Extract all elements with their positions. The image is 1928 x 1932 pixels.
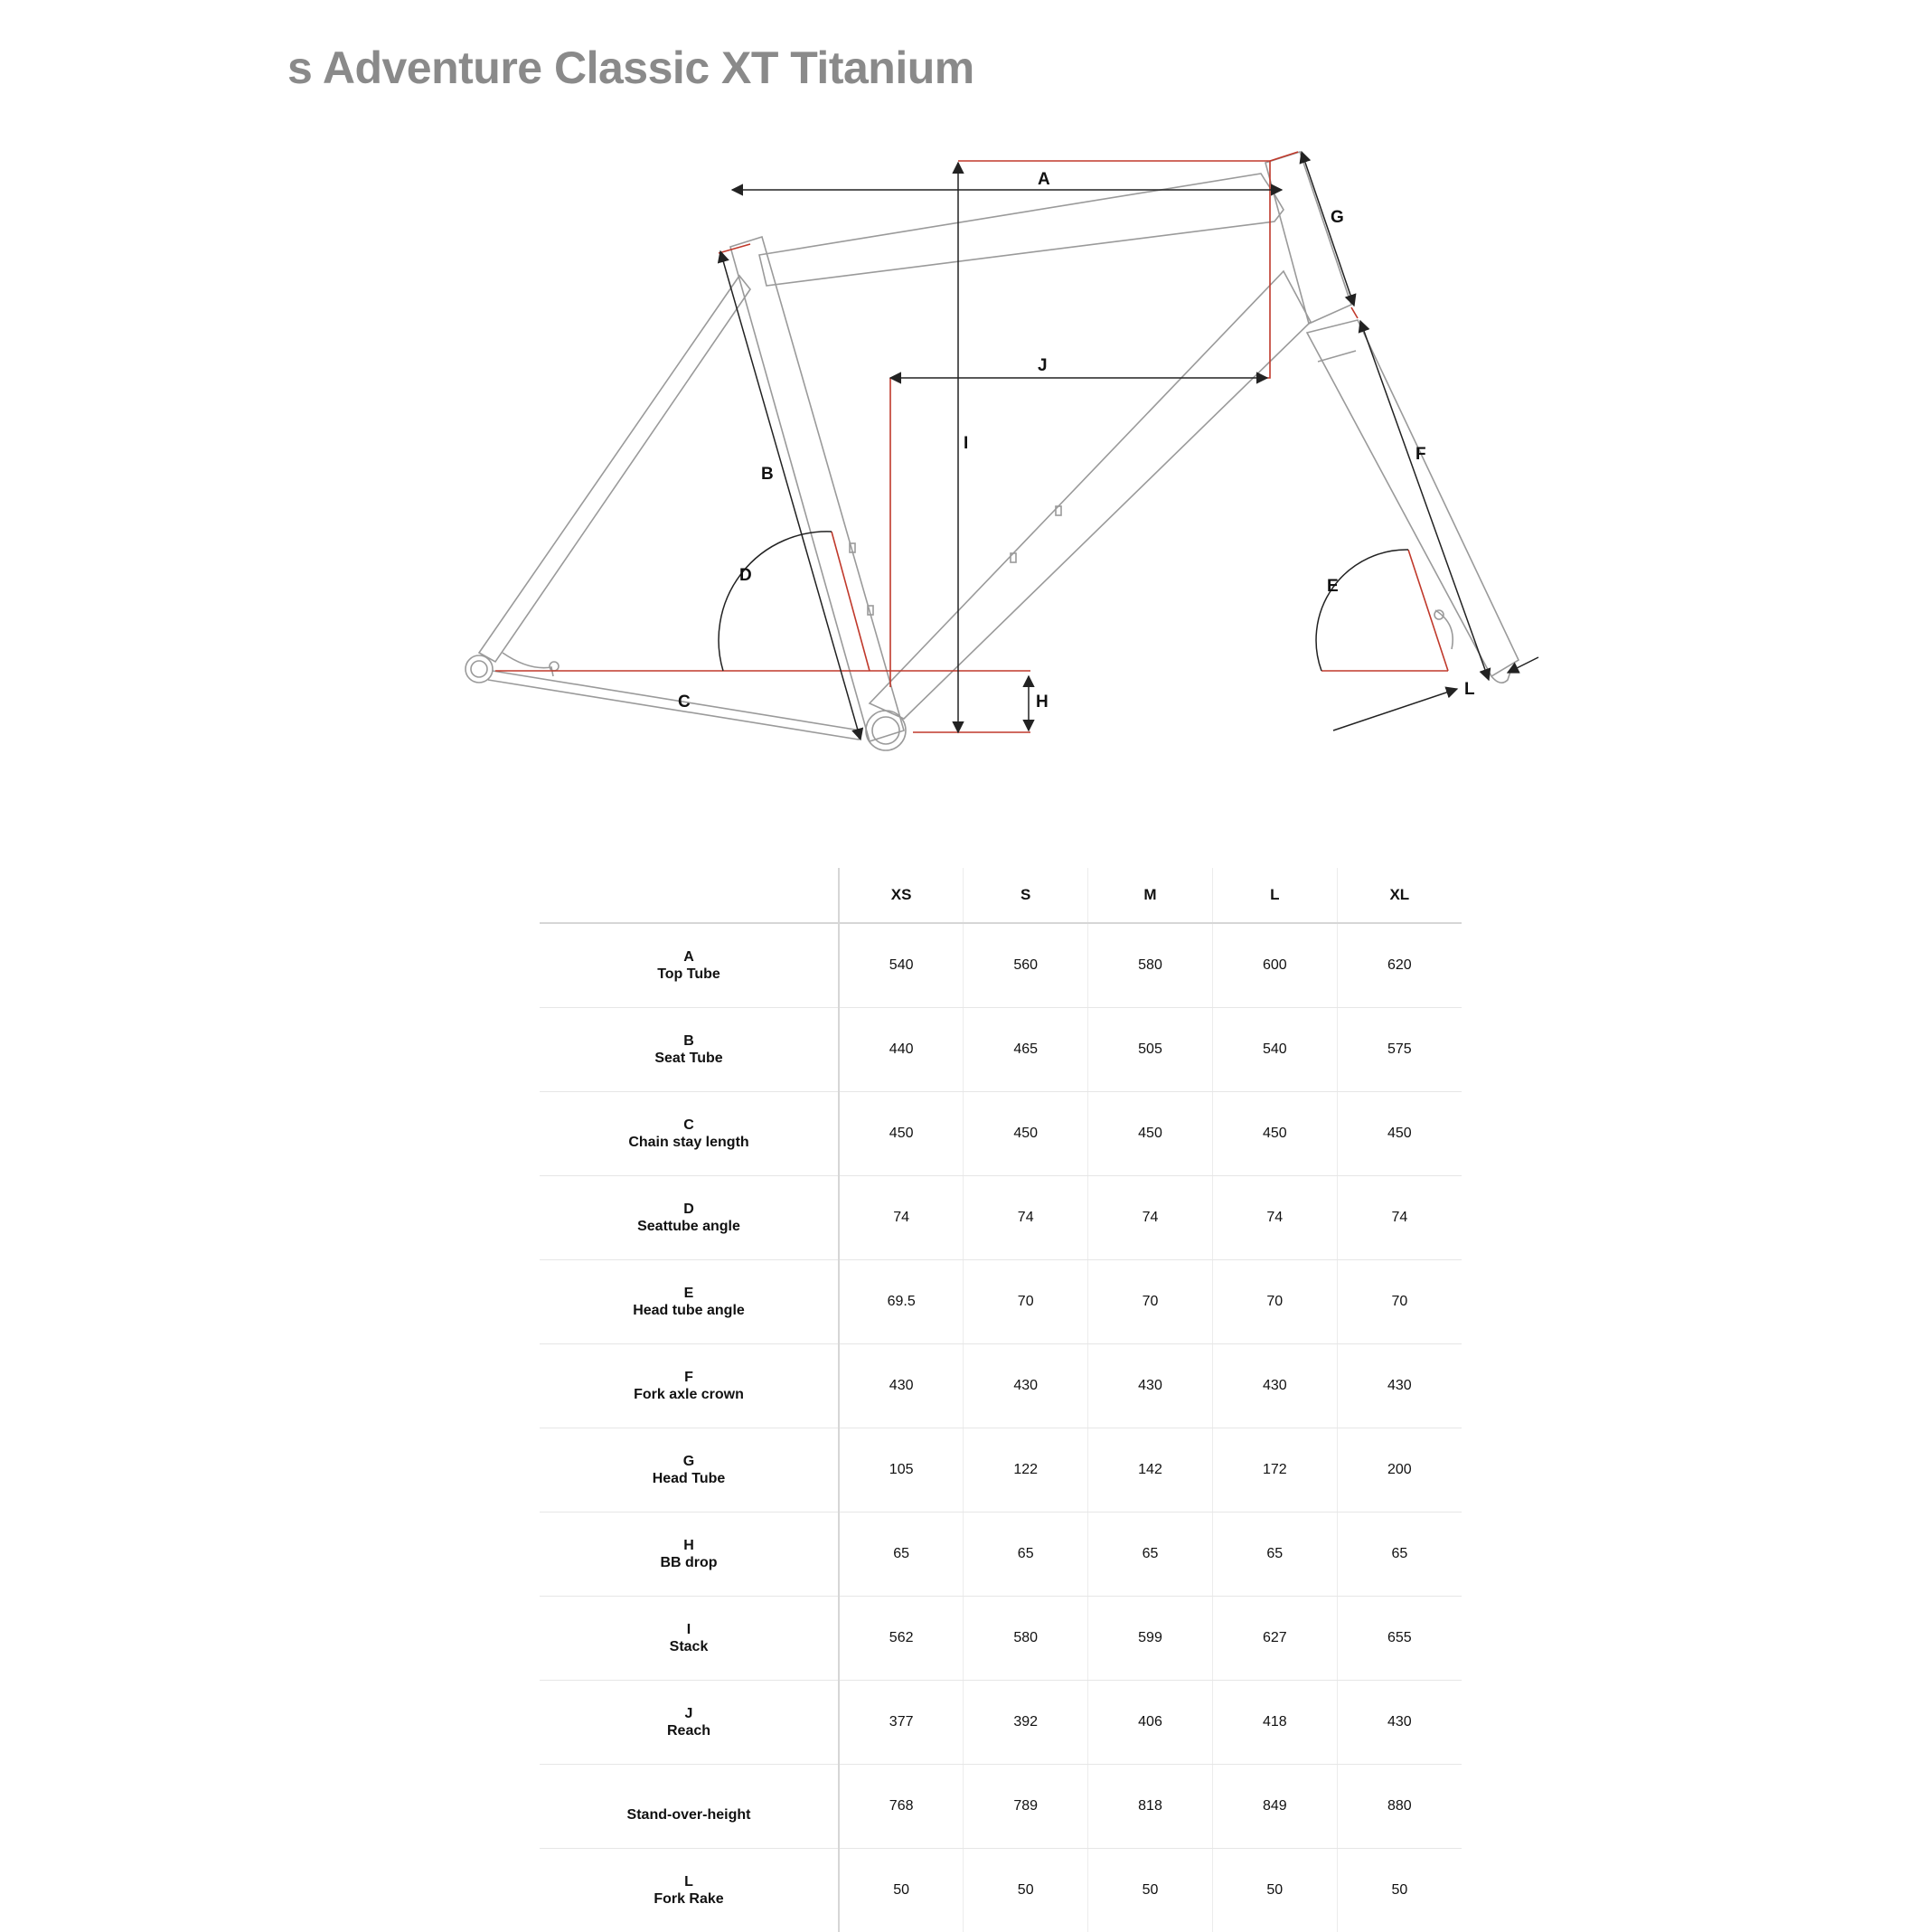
table-cell: 70: [1088, 1260, 1213, 1344]
table-row: [540, 1092, 1462, 1176]
measurement-code: L: [540, 1873, 838, 1890]
measurement-name: Reach: [540, 1722, 838, 1739]
table-cell: 450: [964, 1092, 1088, 1176]
label-f: F: [1415, 445, 1426, 464]
table-cell: 70: [1337, 1260, 1462, 1344]
table-cell: 74: [964, 1176, 1088, 1260]
table-row: [540, 1008, 1462, 1092]
table-cell: 50: [839, 1849, 964, 1932]
measurement-label: [540, 1008, 839, 1092]
measurement-name: Fork Rake: [540, 1890, 838, 1908]
table-cell: 74: [1212, 1176, 1337, 1260]
table-row: [540, 1428, 1462, 1513]
measurement-code: H: [540, 1537, 838, 1554]
table-cell: 65: [839, 1513, 964, 1597]
table-cell: 880: [1337, 1765, 1462, 1849]
table-cell: 789: [964, 1765, 1088, 1849]
measurement-code: E: [540, 1285, 838, 1302]
table-cell: 599: [1088, 1597, 1213, 1681]
table-cell: 505: [1088, 1008, 1213, 1092]
table-cell: 430: [839, 1344, 964, 1428]
label-h: H: [1036, 693, 1049, 712]
measurement-label: [540, 1597, 839, 1681]
table-cell: 105: [839, 1428, 964, 1513]
measurement-label: [540, 1428, 839, 1513]
table-cell: 392: [964, 1681, 1088, 1765]
size-header: XL: [1337, 868, 1462, 923]
table-cell: 818: [1088, 1765, 1213, 1849]
table-cell: 74: [839, 1176, 964, 1260]
measurement-label: [540, 1849, 839, 1932]
table-row: [540, 1344, 1462, 1428]
table-cell: 418: [1212, 1681, 1337, 1765]
measurement-code: I: [540, 1621, 838, 1638]
label-i: I: [964, 434, 968, 453]
measurement-code: D: [540, 1201, 838, 1218]
header-corner: [540, 868, 839, 923]
table-cell: 768: [839, 1765, 964, 1849]
measurement-name: Fork axle crown: [540, 1386, 838, 1403]
label-a: A: [1038, 170, 1050, 189]
measurement-code: A: [540, 948, 838, 966]
measurement-code: [540, 1789, 838, 1806]
measurement-name: BB drop: [540, 1554, 838, 1571]
size-header: XS: [839, 868, 964, 923]
table-header-row: [540, 868, 1462, 923]
table-cell: 580: [1088, 923, 1213, 1008]
table-cell: 74: [1337, 1176, 1462, 1260]
table-cell: 70: [1212, 1260, 1337, 1344]
measurement-name: Head tube angle: [540, 1302, 838, 1319]
table-cell: 560: [964, 923, 1088, 1008]
table-row: [540, 1849, 1462, 1932]
label-c: C: [678, 693, 691, 712]
table-cell: 450: [1212, 1092, 1337, 1176]
table-cell: 580: [964, 1597, 1088, 1681]
geometry-table: [540, 868, 1462, 1932]
label-l: L: [1464, 680, 1475, 699]
measurement-guides: [495, 152, 1448, 732]
table-cell: 655: [1337, 1597, 1462, 1681]
measurement-code: G: [540, 1453, 838, 1470]
table-cell: 142: [1088, 1428, 1213, 1513]
measurement-code: C: [540, 1117, 838, 1134]
measurement-code: F: [540, 1369, 838, 1386]
measurement-label: [540, 1260, 839, 1344]
size-header: L: [1212, 868, 1337, 923]
table-row: [540, 1176, 1462, 1260]
table-body: [540, 923, 1462, 1932]
label-j: J: [1038, 356, 1048, 375]
table-cell: 172: [1212, 1428, 1337, 1513]
table-row: [540, 1765, 1462, 1849]
table-cell: 406: [1088, 1681, 1213, 1765]
table-cell: 430: [1212, 1344, 1337, 1428]
table-row: [540, 1597, 1462, 1681]
bike-frame-outline: [466, 152, 1519, 750]
frame-geometry-diagram: [0, 0, 1928, 814]
measurement-name: Stand-over-height: [540, 1806, 838, 1824]
measurement-name: Seat Tube: [540, 1050, 838, 1067]
table-cell: 600: [1212, 923, 1337, 1008]
measurement-label: [540, 1765, 839, 1849]
table-cell: 377: [839, 1681, 964, 1765]
table-cell: 122: [964, 1428, 1088, 1513]
size-header: M: [1088, 868, 1213, 923]
measurement-label: [540, 923, 839, 1008]
table-cell: 50: [964, 1849, 1088, 1932]
table-row: [540, 1260, 1462, 1344]
measurement-label: [540, 1176, 839, 1260]
table-cell: 540: [839, 923, 964, 1008]
measurement-name: Seattube angle: [540, 1218, 838, 1235]
table-cell: 70: [964, 1260, 1088, 1344]
table-row: [540, 923, 1462, 1008]
table-cell: 440: [839, 1008, 964, 1092]
measurement-name: Head Tube: [540, 1470, 838, 1487]
page-title: s Adventure Classic XT Titanium: [287, 42, 974, 94]
table-cell: 450: [839, 1092, 964, 1176]
table-cell: 430: [1337, 1344, 1462, 1428]
table-cell: 450: [1088, 1092, 1213, 1176]
table-cell: 540: [1212, 1008, 1337, 1092]
table-cell: 65: [1088, 1513, 1213, 1597]
label-g: G: [1331, 208, 1344, 227]
table-cell: 849: [1212, 1765, 1337, 1849]
table-cell: 74: [1088, 1176, 1213, 1260]
table-cell: 69.5: [839, 1260, 964, 1344]
table-cell: 50: [1337, 1849, 1462, 1932]
table-cell: 620: [1337, 923, 1462, 1008]
measurement-label: [540, 1344, 839, 1428]
table-cell: 562: [839, 1597, 964, 1681]
table-cell: 200: [1337, 1428, 1462, 1513]
table-cell: 430: [1337, 1681, 1462, 1765]
measurement-label: [540, 1681, 839, 1765]
table-cell: 65: [964, 1513, 1088, 1597]
table-cell: 50: [1088, 1849, 1213, 1932]
table-row: [540, 1681, 1462, 1765]
measurement-code: B: [540, 1032, 838, 1050]
measurement-label: [540, 1092, 839, 1176]
label-b: B: [761, 465, 774, 484]
label-d: D: [739, 566, 752, 585]
measurement-label: [540, 1513, 839, 1597]
size-header: S: [964, 868, 1088, 923]
table-cell: 465: [964, 1008, 1088, 1092]
table-row: [540, 1513, 1462, 1597]
measurement-name: Top Tube: [540, 966, 838, 983]
table-cell: 430: [964, 1344, 1088, 1428]
table-cell: 627: [1212, 1597, 1337, 1681]
measurement-name: Chain stay length: [540, 1134, 838, 1151]
measurement-code: J: [540, 1705, 838, 1722]
table-cell: 575: [1337, 1008, 1462, 1092]
label-e: E: [1327, 577, 1339, 596]
table-cell: 450: [1337, 1092, 1462, 1176]
table-cell: 65: [1212, 1513, 1337, 1597]
table-cell: 430: [1088, 1344, 1213, 1428]
table-cell: 50: [1212, 1849, 1337, 1932]
table-cell: 65: [1337, 1513, 1462, 1597]
measurement-name: Stack: [540, 1638, 838, 1655]
